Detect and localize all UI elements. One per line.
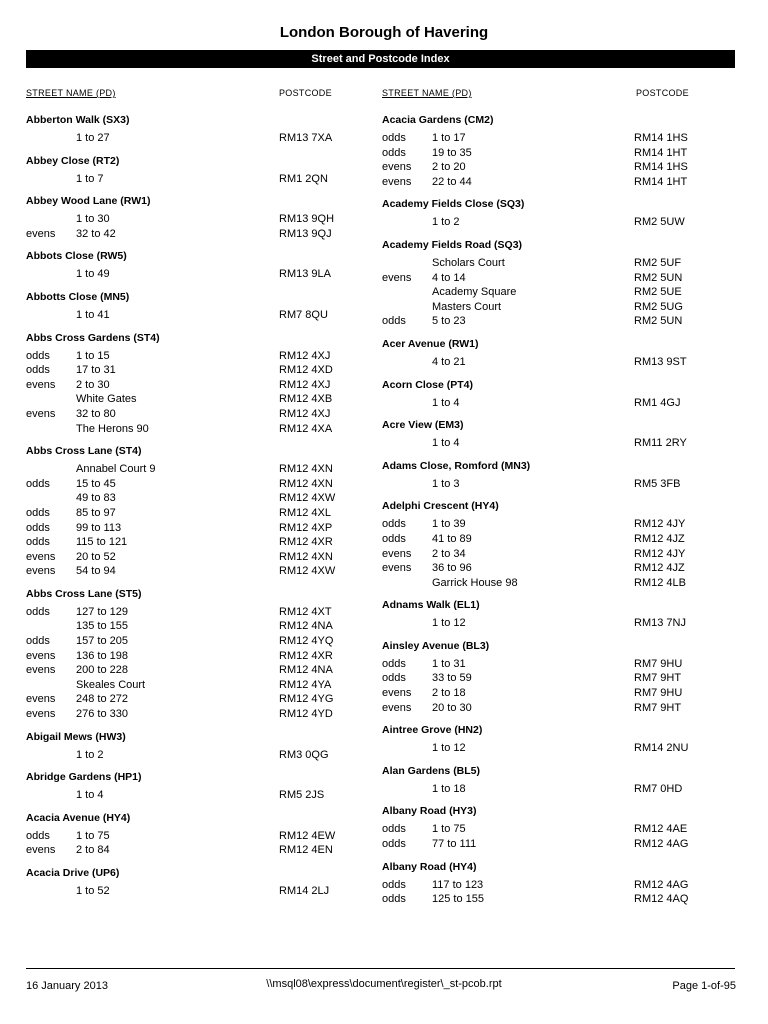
address-row xyxy=(382,215,722,230)
number-range: 77 to 111 xyxy=(432,838,477,851)
address-row xyxy=(26,843,356,858)
address-row xyxy=(26,649,356,664)
address-row xyxy=(26,663,356,678)
street-name: Acacia Drive (UP6) xyxy=(26,867,120,879)
street-entry xyxy=(26,154,356,187)
column-header xyxy=(26,88,356,100)
street-entry xyxy=(26,331,356,437)
number-range: 41 to 89 xyxy=(432,532,472,545)
street-name: Acre View (EM3) xyxy=(382,419,464,432)
parity-label: odds xyxy=(26,364,50,377)
number-range: Garrick House 98 xyxy=(432,576,518,589)
postcode: RM12 4NA xyxy=(279,664,333,677)
postcode: RM2 5UF xyxy=(634,256,682,269)
parity-label: odds xyxy=(382,838,406,851)
address-row xyxy=(26,392,356,407)
number-range: 1 to 39 xyxy=(432,518,466,531)
postcode: RM12 4XN xyxy=(279,550,333,563)
number-range: 1 to 30 xyxy=(76,213,110,226)
number-range: 54 to 94 xyxy=(76,565,116,578)
postcode: RM12 4XT xyxy=(279,605,332,618)
number-range: 2 to 20 xyxy=(432,161,466,174)
page-number: Page 1-of-95 xyxy=(672,980,736,992)
postcode: RM7 0HD xyxy=(634,782,683,795)
address-row xyxy=(26,308,356,323)
street-name: Academy Fields Road (SQ3) xyxy=(382,238,523,251)
postcode: RM12 4AG xyxy=(634,838,689,851)
address-row xyxy=(26,363,356,378)
postcode: RM12 4JY xyxy=(634,547,686,560)
parity-label: evens xyxy=(382,562,412,575)
number-range: Masters Court xyxy=(432,300,502,313)
number-range: 4 to 14 xyxy=(432,271,466,284)
number-range: 1 to 52 xyxy=(76,885,110,897)
postcode: RM12 4XB xyxy=(279,393,333,406)
street-entry xyxy=(26,290,356,323)
number-range: 2 to 34 xyxy=(432,547,466,560)
number-range: 32 to 80 xyxy=(76,407,116,420)
postcode: RM2 5UW xyxy=(634,216,685,229)
street-entry xyxy=(26,587,356,722)
number-range: 1 to 18 xyxy=(432,782,466,795)
street-name-header: STREET NAME (PD) xyxy=(382,88,472,98)
address-row xyxy=(382,741,722,756)
street-name: Albany Road (HY3) xyxy=(382,805,477,818)
parity-label: evens xyxy=(382,271,412,284)
address-row xyxy=(26,692,356,707)
parity-label: evens xyxy=(26,227,56,240)
parity-label: evens xyxy=(382,687,412,700)
parity-label: evens xyxy=(382,161,412,174)
parity-label: evens xyxy=(26,708,56,721)
postcode: RM14 2NU xyxy=(634,742,689,755)
address-row xyxy=(382,160,722,175)
street-name: Acacia Gardens (CM2) xyxy=(382,114,494,126)
number-range: Scholars Court xyxy=(432,256,505,269)
postcode: RM12 4EN xyxy=(279,844,333,857)
postcode: RM7 8QU xyxy=(279,308,328,321)
number-range: 1 to 4 xyxy=(432,437,460,450)
parity-label: evens xyxy=(26,565,56,578)
number-range: 2 to 18 xyxy=(432,687,466,700)
number-range: 99 to 113 xyxy=(76,521,122,534)
street-list-right xyxy=(382,113,722,907)
street-name: Abridge Gardens (HP1) xyxy=(26,771,142,784)
postcode: RM12 4XJ xyxy=(279,378,331,391)
street-name: Adnams Walk (EL1) xyxy=(382,599,480,612)
number-range: 1 to 12 xyxy=(432,617,466,630)
parity-label: odds xyxy=(26,521,50,534)
address-row xyxy=(382,436,722,451)
number-range: 1 to 3 xyxy=(432,477,460,490)
postcode: RM12 4XD xyxy=(279,364,333,377)
street-entry xyxy=(382,378,722,411)
parity-label: odds xyxy=(382,532,406,545)
number-range: 127 to 129 xyxy=(76,605,128,618)
address-row xyxy=(26,212,356,227)
number-range: 20 to 52 xyxy=(76,550,116,563)
address-row xyxy=(382,701,722,716)
parity-label: odds xyxy=(382,146,406,159)
address-row xyxy=(382,686,722,701)
number-range: 4 to 21 xyxy=(432,355,466,368)
address-row xyxy=(382,657,722,672)
street-entry xyxy=(26,811,356,858)
number-range: 248 to 272 xyxy=(76,693,128,706)
parity-label: evens xyxy=(26,407,56,420)
address-row xyxy=(26,619,356,634)
postcode-header: POSTCODE xyxy=(279,88,332,98)
number-range: 1 to 41 xyxy=(76,308,110,321)
parity-label: evens xyxy=(382,701,412,714)
postcode: RM2 5UN xyxy=(634,271,683,284)
address-row xyxy=(26,564,356,579)
postcode: RM12 4JZ xyxy=(634,532,685,545)
postcode: RM7 9HU xyxy=(634,687,683,700)
postcode: RM12 4YD xyxy=(279,708,333,721)
postcode: RM3 0QG xyxy=(279,748,329,761)
number-range: 1 to 7 xyxy=(76,172,104,185)
address-row xyxy=(26,172,356,187)
address-row xyxy=(382,285,722,300)
address-row xyxy=(382,576,722,591)
street-entry xyxy=(26,113,356,146)
number-range: 20 to 30 xyxy=(432,701,472,714)
address-row xyxy=(26,349,356,364)
address-row xyxy=(382,271,722,286)
postcode: RM5 2JS xyxy=(279,789,325,802)
address-row xyxy=(26,678,356,693)
address-row xyxy=(26,829,356,844)
street-name: Abbs Cross Lane (ST5) xyxy=(26,587,142,600)
postcode: RM14 2LJ xyxy=(279,885,330,897)
report-path: \\msql08\express\document\register\_st-pcob.rpt xyxy=(266,978,502,990)
parity-label: evens xyxy=(26,664,56,677)
number-range: 276 to 330 xyxy=(76,708,128,721)
number-range: 49 to 83 xyxy=(76,492,116,505)
footer-divider xyxy=(26,968,735,969)
postcode: RM12 4XW xyxy=(279,492,336,505)
postcode: RM12 4YG xyxy=(279,693,334,706)
street-entry xyxy=(382,639,722,715)
number-range: 1 to 75 xyxy=(76,829,110,842)
street-entry xyxy=(26,444,356,579)
street-name: Academy Fields Close (SQ3) xyxy=(382,198,525,211)
street-entry xyxy=(382,598,722,631)
street-entry xyxy=(26,866,356,899)
number-range: 32 to 42 xyxy=(76,227,116,240)
address-row xyxy=(382,671,722,686)
address-row xyxy=(26,788,356,803)
number-range: Annabel Court 9 xyxy=(76,463,156,476)
number-range: 1 to 17 xyxy=(432,132,466,144)
index-banner: Street and Postcode Index xyxy=(26,50,735,68)
address-row xyxy=(26,535,356,550)
street-entry xyxy=(382,723,722,756)
street-name: Abbey Wood Lane (RW1) xyxy=(26,195,151,208)
postcode: RM12 4YQ xyxy=(279,635,334,648)
postcode: RM13 7XA xyxy=(279,132,333,144)
address-row xyxy=(26,707,356,722)
number-range: 157 to 205 xyxy=(76,635,128,648)
postcode: RM12 4XR xyxy=(279,536,333,549)
parity-label: odds xyxy=(26,829,50,842)
postcode: RM12 4XJ xyxy=(279,349,331,362)
parity-label: odds xyxy=(382,893,406,906)
parity-label: odds xyxy=(26,605,50,618)
postcode: RM12 4XL xyxy=(279,506,331,519)
parity-label: odds xyxy=(26,536,50,549)
postcode: RM2 5UG xyxy=(634,300,683,313)
street-entry xyxy=(382,804,722,851)
number-range: 5 to 23 xyxy=(432,315,466,328)
number-range: 1 to 2 xyxy=(432,216,460,229)
street-name-header: STREET NAME (PD) xyxy=(26,88,116,98)
number-range: 125 to 155 xyxy=(432,893,484,906)
address-row xyxy=(26,267,356,282)
parity-label: odds xyxy=(382,657,406,670)
address-row xyxy=(26,477,356,492)
number-range: 115 to 121 xyxy=(76,536,128,549)
street-name: Abbey Close (RT2) xyxy=(26,154,120,167)
address-row xyxy=(26,748,356,763)
number-range: 1 to 27 xyxy=(76,132,110,144)
number-range: 135 to 155 xyxy=(76,620,128,633)
parity-label: evens xyxy=(382,175,412,188)
postcode: RM13 9QJ xyxy=(279,227,332,240)
document-title: London Borough of Havering xyxy=(279,24,489,41)
street-entry xyxy=(382,764,722,797)
parity-label: evens xyxy=(382,547,412,560)
number-range: 200 to 228 xyxy=(76,664,128,677)
parity-label: evens xyxy=(26,693,56,706)
street-name: Abigail Mews (HW3) xyxy=(26,730,126,743)
postcode: RM1 2QN xyxy=(279,172,328,185)
number-range: 22 to 44 xyxy=(432,175,472,188)
postcode: RM11 2RY xyxy=(634,437,687,450)
number-range: 33 to 59 xyxy=(432,672,472,685)
address-row xyxy=(26,605,356,620)
postcode: RM12 4XN xyxy=(279,477,333,490)
street-entry xyxy=(26,249,356,282)
postcode: RM2 5UN xyxy=(634,315,683,328)
postcode: RM12 4XJ xyxy=(279,407,331,420)
street-name: Alan Gardens (BL5) xyxy=(382,764,481,777)
postcode: RM12 4NA xyxy=(279,620,333,633)
postcode: RM13 9LA xyxy=(279,268,331,281)
report-date: 16 January 2013 xyxy=(26,980,108,992)
address-row xyxy=(26,227,356,242)
postcode: RM7 9HT xyxy=(634,701,682,714)
postcode: RM2 5UE xyxy=(634,286,682,299)
address-row xyxy=(26,378,356,393)
parity-label: evens xyxy=(26,844,56,857)
street-list-left xyxy=(26,113,356,899)
street-name: Abbs Cross Lane (ST4) xyxy=(26,445,142,458)
street-name: Abbots Close (RW5) xyxy=(26,250,127,263)
number-range: 36 to 96 xyxy=(432,562,472,575)
postcode: RM12 4AG xyxy=(634,878,689,891)
number-range: White Gates xyxy=(76,393,137,406)
address-row xyxy=(382,782,722,797)
postcode: RM14 1HS xyxy=(634,132,688,144)
parity-label: evens xyxy=(26,550,56,563)
postcode: RM12 4XN xyxy=(279,463,333,476)
address-row xyxy=(26,131,356,146)
column-header xyxy=(382,88,722,100)
address-row xyxy=(382,547,722,562)
parity-label: evens xyxy=(26,649,56,662)
address-row xyxy=(26,407,356,422)
address-row xyxy=(382,477,722,492)
street-entry xyxy=(382,499,722,590)
postcode: RM12 4XR xyxy=(279,649,333,662)
postcode: RM12 4AE xyxy=(634,823,688,836)
postcode: RM12 4JZ xyxy=(634,562,685,575)
street-entry xyxy=(26,194,356,241)
number-range: Skeales Court xyxy=(76,678,146,691)
address-row xyxy=(382,396,722,411)
address-row xyxy=(382,616,722,631)
postcode: RM12 4XA xyxy=(279,422,333,435)
parity-label: odds xyxy=(382,823,406,836)
street-name: Ainsley Avenue (BL3) xyxy=(382,639,490,652)
address-row xyxy=(382,532,722,547)
postcode: RM12 4EW xyxy=(279,829,336,842)
street-entry xyxy=(382,860,722,907)
number-range: 2 to 84 xyxy=(76,844,110,857)
postcode: RM13 9QH xyxy=(279,213,335,226)
postcode: RM12 4LB xyxy=(634,576,686,589)
number-range: 85 to 97 xyxy=(76,506,116,519)
address-row xyxy=(382,175,722,190)
postcode: RM13 7NJ xyxy=(634,617,686,630)
street-name: Acacia Avenue (HY4) xyxy=(26,811,131,824)
postcode: RM14 1HT xyxy=(634,175,688,188)
number-range: 1 to 2 xyxy=(76,748,104,761)
postcode: RM1 4GJ xyxy=(634,396,681,409)
postcode: RM12 4YA xyxy=(279,678,332,691)
address-row xyxy=(382,256,722,271)
number-range: 1 to 49 xyxy=(76,268,110,281)
address-row xyxy=(26,462,356,477)
address-row xyxy=(26,634,356,649)
number-range: 1 to 12 xyxy=(432,742,466,755)
street-name: Adams Close, Romford (MN3) xyxy=(382,459,531,472)
street-entry xyxy=(26,770,356,803)
address-row xyxy=(382,146,722,161)
number-range: 1 to 4 xyxy=(76,789,104,802)
address-row xyxy=(382,517,722,532)
street-entry xyxy=(382,418,722,451)
parity-label: evens xyxy=(26,378,56,391)
street-name: Abbotts Close (MN5) xyxy=(26,290,130,303)
number-range: The Herons 90 xyxy=(76,422,149,435)
street-entry xyxy=(382,459,722,492)
address-row xyxy=(382,314,722,329)
postcode: RM13 9ST xyxy=(634,355,687,368)
parity-label: odds xyxy=(382,672,406,685)
number-range: 1 to 15 xyxy=(76,349,110,362)
postcode: RM5 3FB xyxy=(634,477,681,490)
postcode: RM12 4XP xyxy=(279,521,333,534)
parity-label: odds xyxy=(26,506,50,519)
number-range: 136 to 198 xyxy=(76,649,128,662)
number-range: 1 to 31 xyxy=(432,657,466,670)
street-name: Albany Road (HY4) xyxy=(382,860,477,873)
address-row xyxy=(382,131,722,146)
street-name: Abbs Cross Gardens (ST4) xyxy=(26,331,160,344)
postcode: RM12 4JY xyxy=(634,518,686,531)
number-range: 1 to 75 xyxy=(432,823,466,836)
postcode: RM7 9HU xyxy=(634,657,683,670)
address-row xyxy=(382,822,722,837)
street-entry xyxy=(26,730,356,763)
number-range: 2 to 30 xyxy=(76,378,110,391)
address-row xyxy=(382,355,722,370)
number-range: 19 to 35 xyxy=(432,146,472,159)
street-name: Acer Avenue (RW1) xyxy=(382,337,479,350)
left-column xyxy=(26,88,356,907)
street-entry xyxy=(382,113,722,189)
address-row xyxy=(382,300,722,315)
parity-label: odds xyxy=(382,132,406,144)
postcode-header: POSTCODE xyxy=(636,88,689,98)
right-column xyxy=(382,88,722,915)
address-row xyxy=(382,892,722,907)
street-entry xyxy=(382,337,722,370)
postcode: RM12 4XW xyxy=(279,565,336,578)
number-range: 1 to 4 xyxy=(432,396,460,409)
address-row xyxy=(26,491,356,506)
address-row xyxy=(26,422,356,437)
parity-label: odds xyxy=(382,518,406,531)
number-range: 117 to 123 xyxy=(432,878,484,891)
address-row xyxy=(26,884,356,899)
parity-label: odds xyxy=(26,635,50,648)
parity-label: odds xyxy=(382,315,406,328)
street-entry xyxy=(382,238,722,329)
street-name: Abberton Walk (SX3) xyxy=(26,114,130,126)
address-row xyxy=(382,837,722,852)
number-range: 17 to 31 xyxy=(76,364,116,377)
parity-label: odds xyxy=(26,349,50,362)
postcode: RM14 1HT xyxy=(634,146,688,159)
street-name: Acorn Close (PT4) xyxy=(382,378,474,391)
street-name: Aintree Grove (HN2) xyxy=(382,724,483,737)
number-range: 15 to 45 xyxy=(76,477,116,490)
postcode: RM7 9HT xyxy=(634,672,682,685)
address-row xyxy=(26,506,356,521)
street-entry xyxy=(382,197,722,230)
parity-label: odds xyxy=(26,477,50,490)
postcode: RM12 4AQ xyxy=(634,893,689,906)
address-row xyxy=(26,521,356,536)
number-range: Academy Square xyxy=(432,286,517,299)
postcode: RM14 1HS xyxy=(634,161,688,174)
street-name: Adelphi Crescent (HY4) xyxy=(382,500,499,513)
parity-label: odds xyxy=(382,878,406,891)
address-row xyxy=(382,878,722,893)
address-row xyxy=(382,561,722,576)
address-row xyxy=(26,550,356,565)
